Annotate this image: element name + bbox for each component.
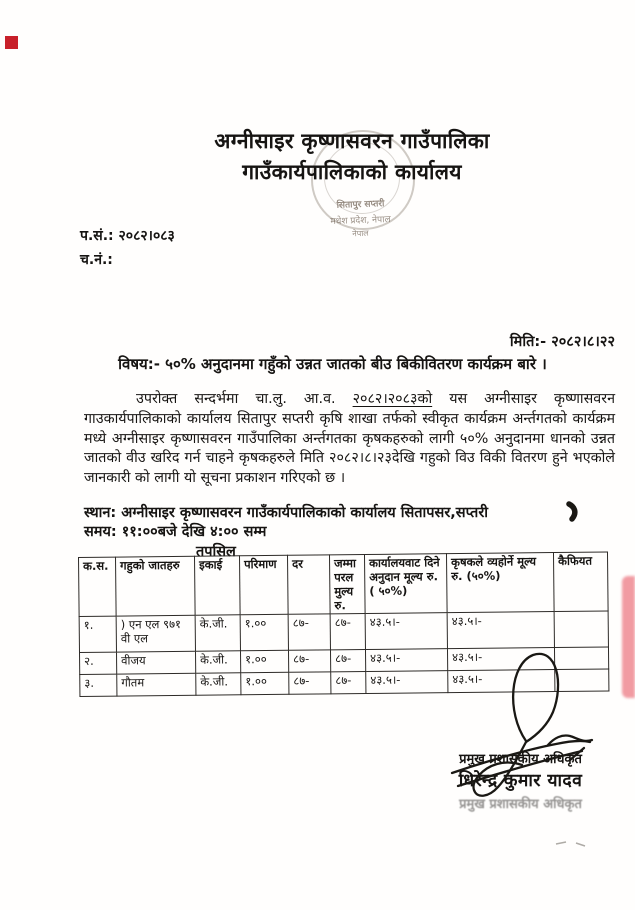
- signatory-name: धिरेन्द्र कुमार यादव: [458, 771, 583, 791]
- table-row: [80, 669, 609, 697]
- table-cell: ८७-: [330, 649, 365, 671]
- venue-time-line: समय: ११:००बजे देखि ४:०० सम्म: [84, 524, 267, 540]
- body-paragraph: [84, 390, 615, 489]
- table-header-row: [79, 552, 609, 617]
- faint-dash-2: [576, 843, 585, 846]
- table-header-cell: कृषकले व्यहोर्ने मूल्य रु. (५०%): [446, 553, 554, 613]
- table-cell: ८७-: [288, 650, 330, 672]
- letterhead: [117, 127, 587, 186]
- table-cell: ८७-: [331, 671, 366, 693]
- signature-wave: [548, 735, 592, 745]
- table-cell: ४३.५।-: [365, 613, 447, 650]
- seal-place-text: सितापुर सप्तरी: [336, 199, 385, 211]
- table-header-cell: गहुको जातहरु: [116, 556, 196, 616]
- signatory-block: [418, 749, 623, 812]
- table-cell: ३.: [80, 674, 117, 696]
- table-title: तपसिल: [196, 544, 236, 560]
- table-header-cell: परिमाण: [239, 555, 288, 614]
- table-header-cell: जम्मा परल मुल्य रु.: [329, 554, 365, 613]
- table-cell: ८७-: [289, 672, 331, 694]
- table-cell: ४३.५।-: [448, 670, 555, 693]
- municipality-name: अग्नीसाइर कृष्णासवरन गाउँपालिका: [214, 129, 490, 153]
- table-cell: ४३.५।-: [447, 612, 554, 649]
- table-cell: [554, 647, 608, 670]
- reference-number-line: [80, 226, 175, 245]
- faint-scan-dashes: [556, 842, 585, 846]
- reference-number-value: २०८२।०८३: [118, 228, 175, 244]
- table-cell: [555, 669, 609, 692]
- table-cell: ४३.५।-: [365, 649, 447, 672]
- table-cell: वीजय: [116, 651, 195, 674]
- table-body: [79, 611, 609, 697]
- table-row: [79, 611, 608, 653]
- table-cell: के.जी.: [196, 673, 241, 695]
- chalani-number-label: च.नं.:: [80, 252, 113, 268]
- body-text-post: यस अग्नीसाइर कृष्णासवरन गाउकार्यपालिकाको कार्यालय सितापुर सप्तरी कृषि शाखा तर्फको स्वीकृत कार्यक्रम अर्न्तगतको कार्यक्रम मध्ये अग्नीसाइर कृष्णासवरन गाउँपालिका अर्न्तगतका कृषकहरुको लागी ५०% अनुदानमा धानको उन्नत जातको वीउ खरिद गर्न चाहने कृषकहरुले मिति २०८२।८।२३देखि गहुको विउ विकी वितरण हुने भएकोले जानकारी को लागी यो सूचना प्रकाशन गरिएको छ ।: [84, 391, 616, 487]
- table-cell: १.: [79, 616, 116, 652]
- body-text-pre: उपरोक्त सन्दर्भमा चा.लु. आ.व.: [136, 391, 353, 407]
- red-corner-mark: [5, 36, 18, 49]
- table-header-row: [79, 552, 609, 617]
- table-header-cell: कार्यालयवाट दिने अनुदान मूल्य रु.( ५०%): [364, 554, 447, 614]
- pink-ink-smear: [622, 576, 635, 698]
- signatory-stamp-title: प्रमुख प्रशासकीय अधिकृत: [459, 797, 582, 812]
- table-cell: ८७-: [288, 614, 330, 650]
- table-cell: ) एन एल ९७१ वी एल: [116, 615, 195, 652]
- table-header-cell: इकाई: [194, 556, 240, 615]
- table-header-cell: दर: [287, 555, 330, 614]
- table-cell: [554, 611, 608, 648]
- seed-price-table: [78, 551, 609, 697]
- table-cell: १.००: [240, 614, 288, 651]
- table-header-cell: कैफियत: [553, 552, 608, 612]
- chalani-number-line: [80, 250, 113, 269]
- signatory-title: प्रमुख प्रशासकीय अधिकृत: [459, 752, 582, 767]
- office-name: गाउँकार्यपालिकाको कार्यालय: [242, 160, 462, 184]
- table-cell: गौतम: [117, 673, 196, 696]
- seed-price-table-wrap: [78, 551, 608, 697]
- seal-country-text: नेपाल: [352, 228, 369, 239]
- pen-comma-mark: [569, 504, 575, 519]
- table-cell: १.००: [241, 672, 289, 695]
- faint-dash-1: [556, 842, 566, 844]
- table-cell: ४३.५।-: [366, 671, 448, 694]
- subject-line: विषय:- ५०% अनुदानमा गहुँको उन्नत जातको बीउ बिकीवितरण कार्यक्रम बारे ।: [118, 355, 547, 373]
- reference-number-label: प.सं.:: [80, 228, 114, 244]
- table-cell: के.जी.: [195, 615, 240, 651]
- office-seal-text: [258, 197, 463, 239]
- letter-date: मिति:- २०८२।८।२२: [509, 334, 615, 350]
- table-cell: २.: [80, 652, 117, 674]
- table-cell: ८७-: [330, 613, 365, 649]
- table-cell: ४३.५।-: [447, 648, 554, 671]
- table-cell: १.००: [240, 650, 288, 673]
- body-text-underlined-fiscal-year: २०८२।२०८३को: [352, 391, 433, 407]
- table-header-cell: क.स.: [79, 557, 117, 616]
- seal-province-text: मधेश प्रदेश, नेपाल: [330, 214, 391, 228]
- venue-place-line: स्थान: अग्नीसाइर कृष्णासवरन गाउँकार्यपालिकाको कार्यालय सितापसर,सप्तरी: [84, 505, 489, 521]
- table-cell: के.जी.: [195, 651, 240, 673]
